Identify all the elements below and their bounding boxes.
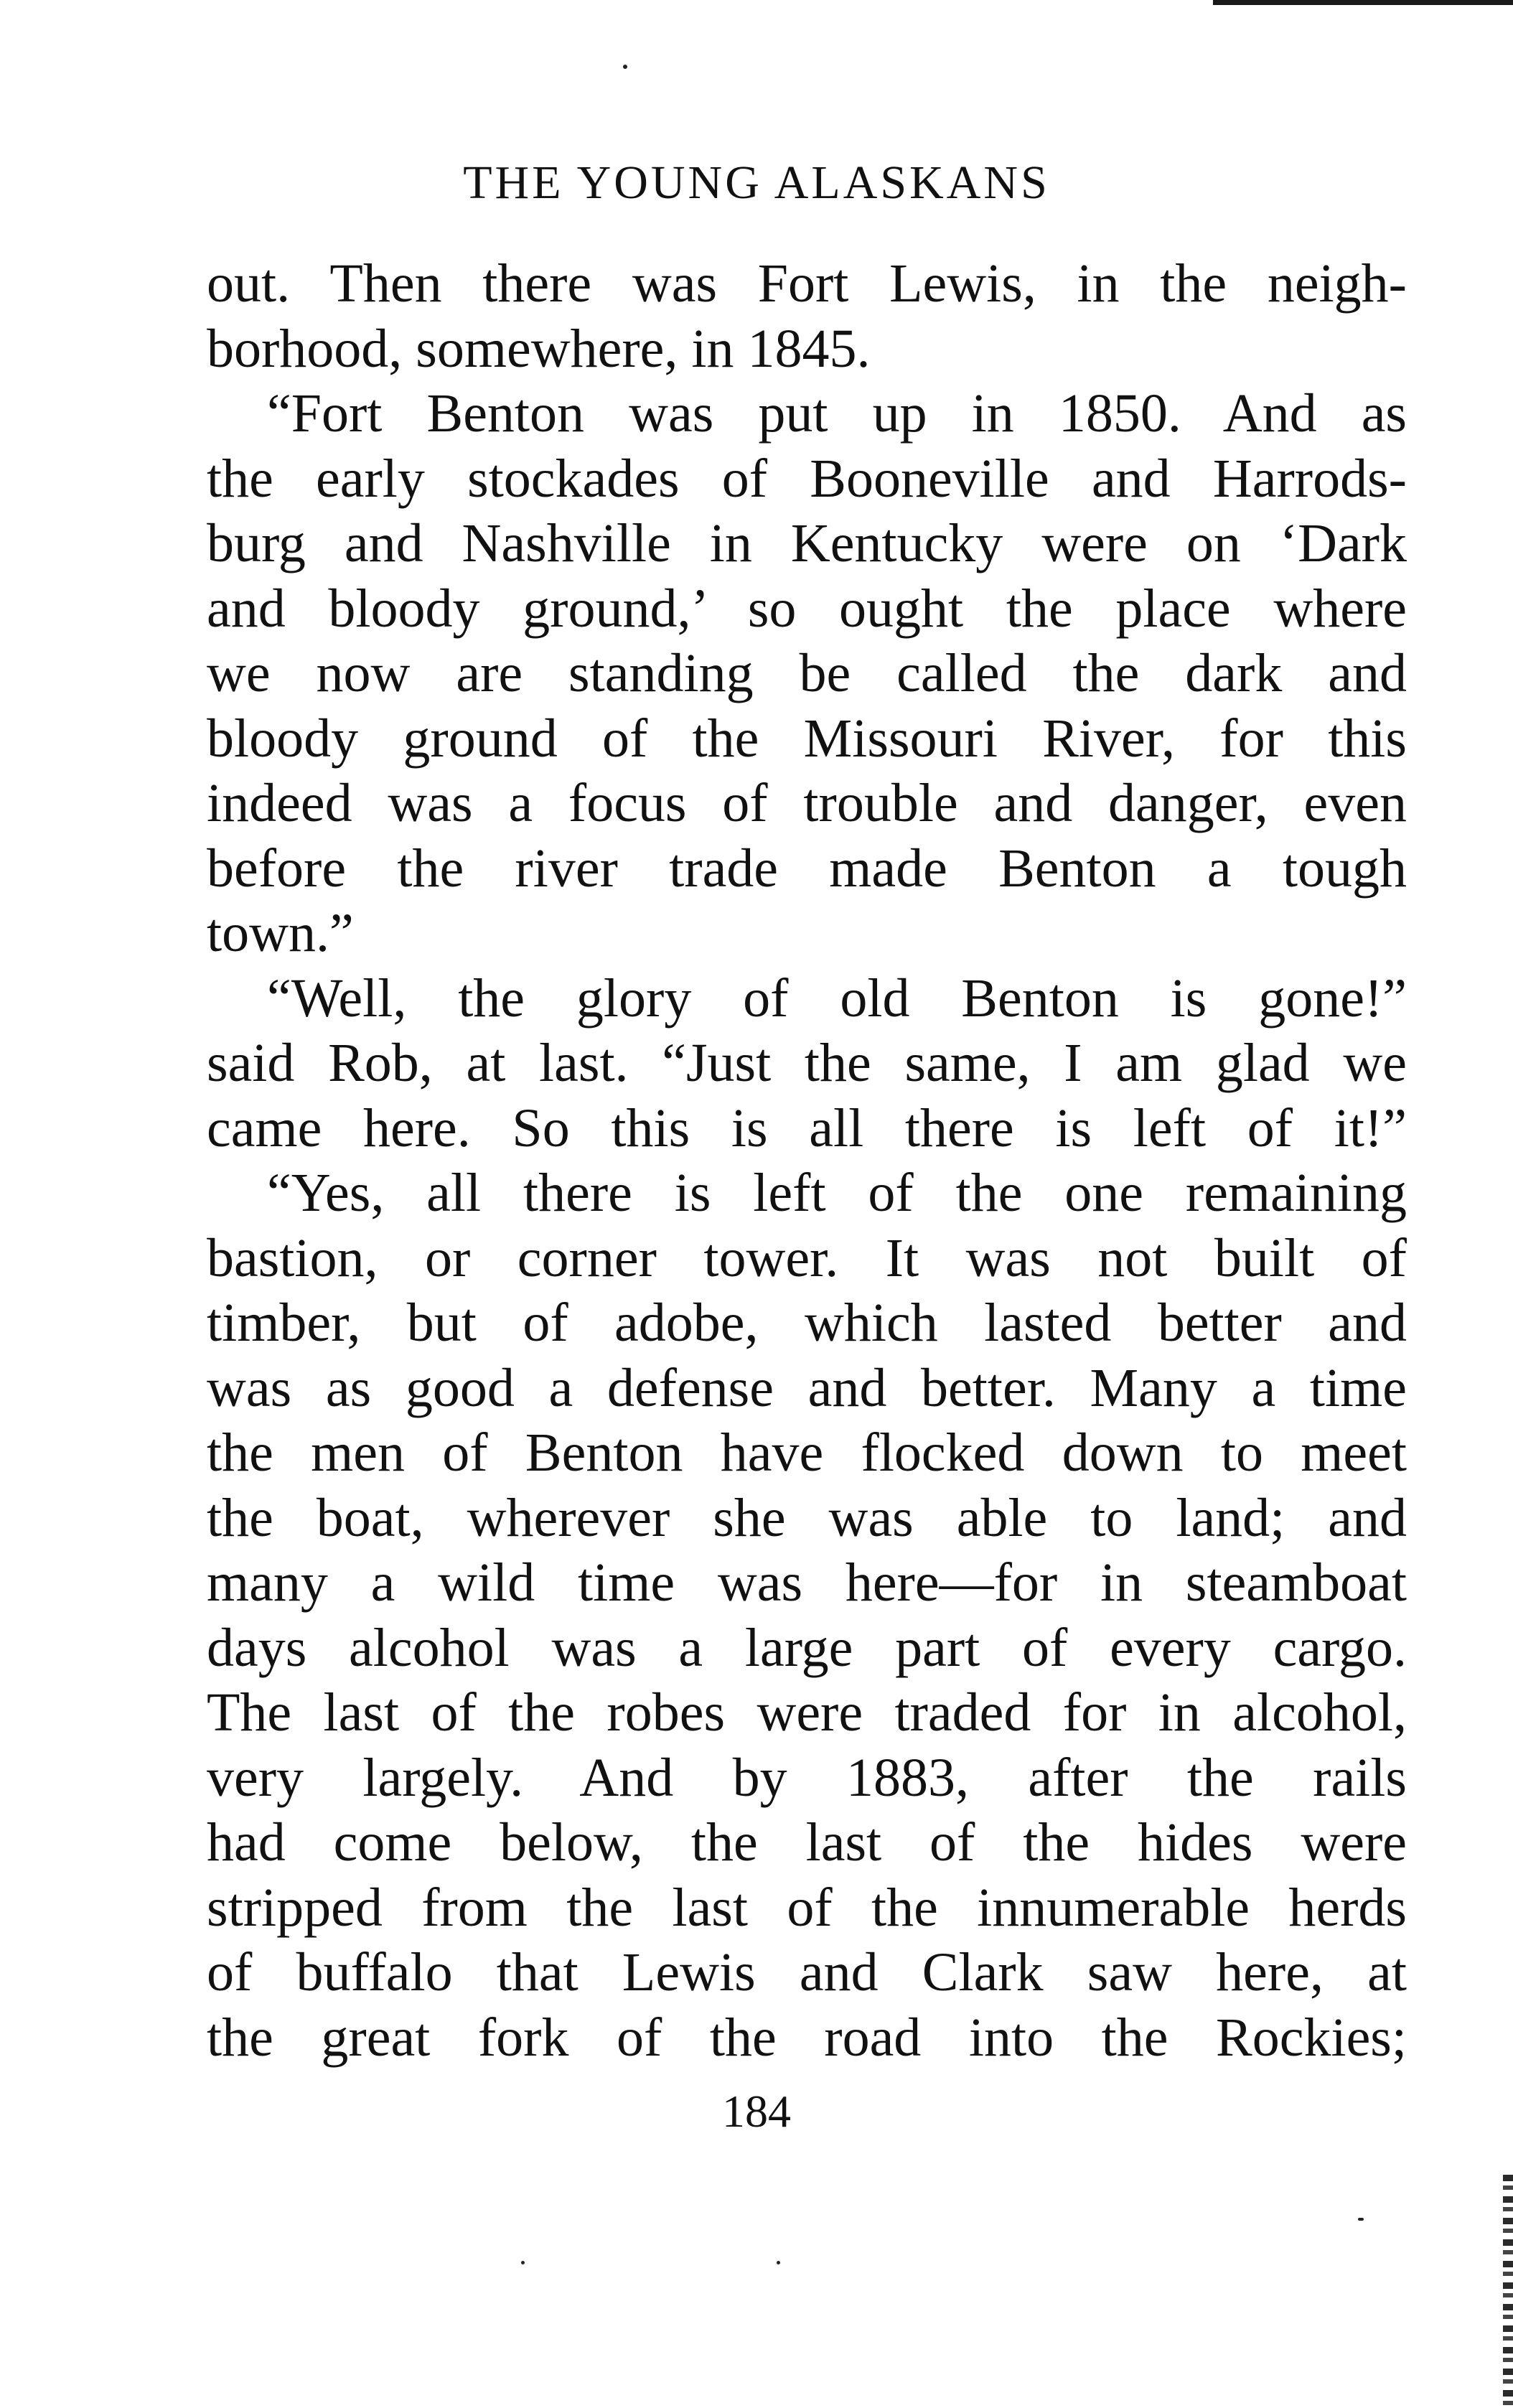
text-line: The last of the robes were traded for in alcohol,: [207, 1682, 1407, 1743]
text-line: had come below, the last of the hides were: [207, 1812, 1407, 1873]
running-head: THE YOUNG ALASKANS: [463, 156, 1050, 209]
text-line: we now are standing be called the dark and: [207, 643, 1407, 703]
body-text: [207, 251, 1407, 2070]
dust-speck: [623, 65, 627, 69]
text-line: the great fork of the road into the Rockies;: [207, 2007, 1407, 2068]
page-number: 184: [722, 2086, 791, 2137]
text-line: of buffalo that Lewis and Clark saw here, at: [207, 1942, 1407, 2002]
dust-speck: [777, 2261, 780, 2264]
text-line: bloody ground of the Missouri River, for this: [207, 708, 1407, 769]
text-line: the boat, wherever she was able to land; and: [207, 1487, 1407, 1548]
dust-speck: [521, 2261, 525, 2264]
dust-speck: [1358, 2218, 1364, 2221]
text-line: borhood, somewhere, in 1845.: [207, 318, 871, 379]
text-line: out. Then there was Fort Lewis, in the neigh-: [207, 253, 1407, 314]
text-line: timber, but of adobe, which lasted better and: [207, 1293, 1407, 1353]
text-line: before the river trade made Benton a tough: [207, 838, 1407, 899]
text-line: the men of Benton have flocked down to meet: [207, 1423, 1407, 1483]
text-line: and bloody ground,’ so ought the place where: [207, 578, 1407, 639]
text-line: indeed was a focus of trouble and danger, even: [207, 773, 1407, 833]
text-line: bastion, or corner tower. It was not built of: [207, 1227, 1407, 1288]
text-line: came here. So this is all there is left of it!”: [207, 1097, 1407, 1158]
text-line: stripped from the last of the innumerable herds: [207, 1877, 1407, 1938]
scan-top-edge-rule: [1213, 0, 1513, 5]
text-line: burg and Nashville in Kentucky were on ‘Dark: [207, 513, 1407, 573]
text-line: “Well, the glory of old Benton is gone!”: [267, 968, 1407, 1029]
scan-edge-noise: [1503, 2175, 1513, 2408]
text-line: town.”: [207, 903, 354, 963]
text-line: “Yes, all there is left of the one remaining: [267, 1163, 1407, 1223]
text-line: many a wild time was here—for in steamboat: [207, 1552, 1407, 1613]
text-line: said Rob, at last. “Just the same, I am glad we: [207, 1033, 1407, 1093]
text-line: “Fort Benton was put up in 1850. And as: [267, 383, 1407, 444]
text-line: the early stockades of Booneville and Harrods-: [207, 448, 1407, 509]
text-line: days alcohol was a large part of every cargo.: [207, 1617, 1407, 1678]
text-line: very largely. And by 1883, after the rails: [207, 1747, 1407, 1808]
text-line: was as good a defense and better. Many a time: [207, 1357, 1407, 1418]
